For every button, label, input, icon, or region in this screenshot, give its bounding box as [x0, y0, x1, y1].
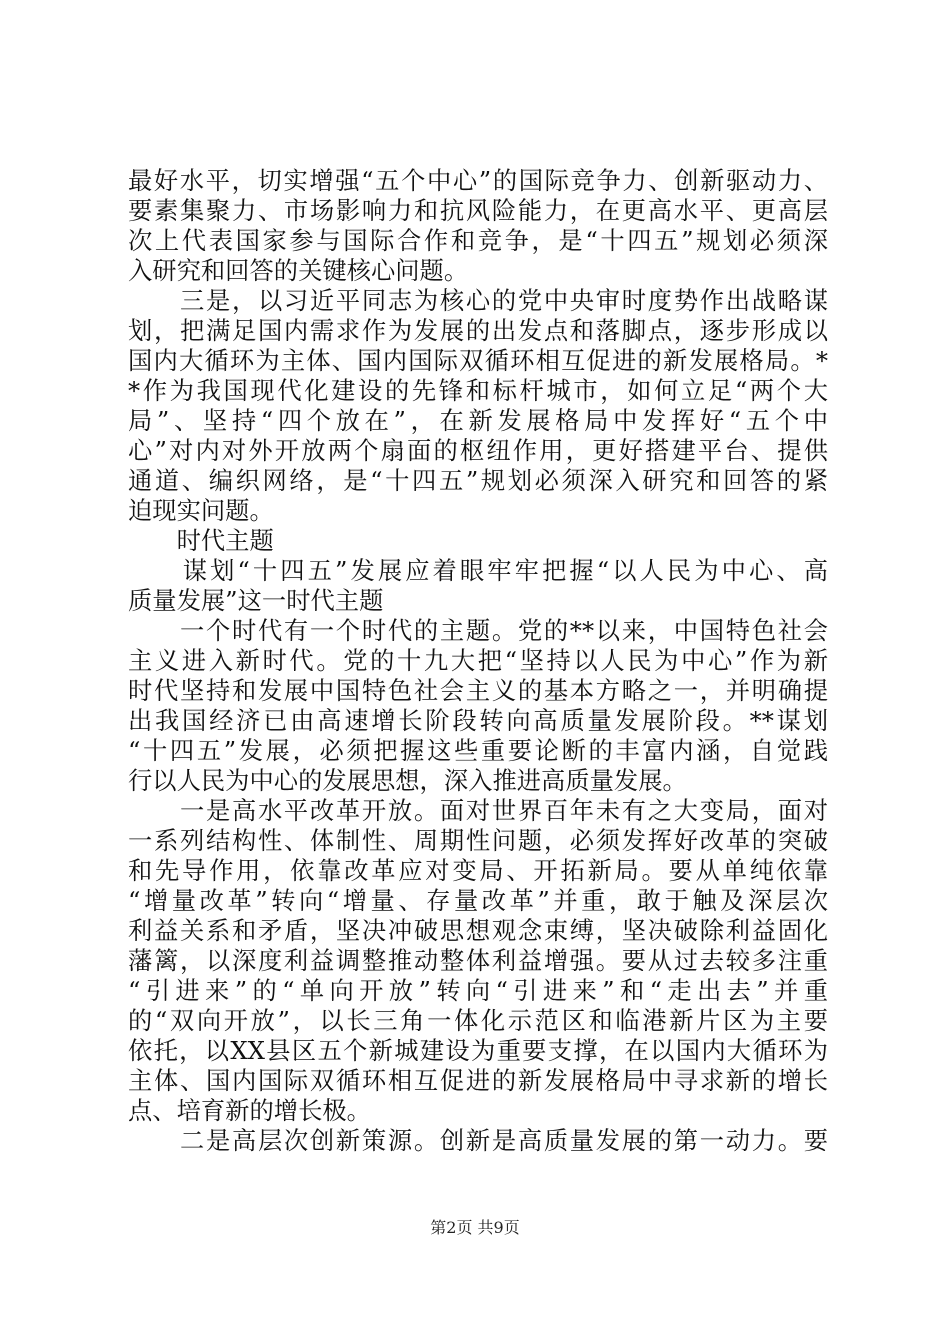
text-line: 最好水平，切实增强“五个中心”的国际竞争力、创新驱动力、 [128, 166, 828, 195]
text-line: 出我国经济已由高速增长阶段转向高质量发展阶段。**谋划 [128, 706, 828, 735]
text-line: 次上代表国家参与国际合作和竞争，是“十四五”规划必须深 [128, 226, 828, 255]
text-line: 二是高层次创新策源。创新是高质量发展的第一动力。要 [128, 1126, 828, 1155]
text-line: “引进来”的“单向开放”转向“引进来”和“走出去”并重 [128, 976, 828, 1005]
text-line: 局”、坚持“四个放在”，在新发展格局中发挥好“五个中 [128, 406, 828, 435]
text-line: 和先导作用，依靠改革应对变局、开拓新局。要从单纯依靠 [128, 856, 828, 885]
text-line: 一是高水平改革开放。面对世界百年未有之大变局，面对 [128, 796, 828, 825]
text-line: *作为我国现代化建设的先锋和标杆城市，如何立足“两个大 [128, 376, 828, 405]
text-line: 利益关系和矛盾，坚决冲破思想观念束缚，坚决破除利益固化 [128, 916, 828, 945]
text-line: 时代坚持和发展中国特色社会主义的基本方略之一，并明确提 [128, 676, 828, 705]
text-line: 三是，以习近平同志为核心的党中央审时度势作出战略谋 [128, 286, 828, 315]
text-line: 通道、编织网络，是“十四五”规划必须深入研究和回答的紧 [128, 466, 828, 495]
text-line: 一个时代有一个时代的主题。党的**以来，中国特色社会 [128, 616, 828, 645]
text-line: 谋划“十四五”发展应着眼牢牢把握“以人民为中心、高 [128, 556, 828, 585]
text-line: 心”对内对外开放两个扇面的枢纽作用，更好搭建平台、提供 [128, 436, 828, 465]
text-line: 藩篱，以深度利益调整推动整体利益增强。要从过去较多注重 [128, 946, 828, 975]
text-line: 要素集聚力、市场影响力和抗风险能力，在更高水平、更高层 [128, 196, 828, 225]
text-line: 依托，以XX县区五个新城建设为重要支撑，在以国内大循环为 [128, 1036, 828, 1065]
text-line: 质量发展”这一时代主题 [128, 586, 384, 615]
text-line: 一系列结构性、体制性、周期性问题，必须发挥好改革的突破 [128, 826, 828, 855]
text-line: 的“双向开放”，以长三角一体化示范区和临港新片区为主要 [128, 1006, 828, 1035]
text-line: 国内大循环为主体、国内国际双循环相互促进的新发展格局。* [128, 346, 828, 375]
text-line: “十四五”发展，必须把握这些重要论断的丰富内涵，自觉践 [128, 736, 828, 765]
text-line: 迫现实问题。 [128, 496, 274, 525]
text-line: 点、培育新的增长极。 [128, 1096, 371, 1125]
text-line: 主体、国内国际双循环相互促进的新发展格局中寻求新的增长 [128, 1066, 828, 1095]
document-body [128, 166, 828, 1156]
text-line: 时代主题 [128, 526, 274, 555]
text-line: “增量改革”转向“增量、存量改革”并重，敢于触及深层次 [128, 886, 828, 915]
text-line: 入研究和回答的关键核心问题。 [128, 256, 469, 285]
text-line: 划，把满足国内需求作为发展的出发点和落脚点，逐步形成以 [128, 316, 828, 345]
text-line: 主义进入新时代。党的十九大把“坚持以人民为中心”作为新 [128, 646, 828, 675]
page-footer: 第2页 共9页 [430, 1218, 520, 1237]
text-line: 行以人民为中心的发展思想，深入推进高质量发展。 [128, 766, 687, 795]
